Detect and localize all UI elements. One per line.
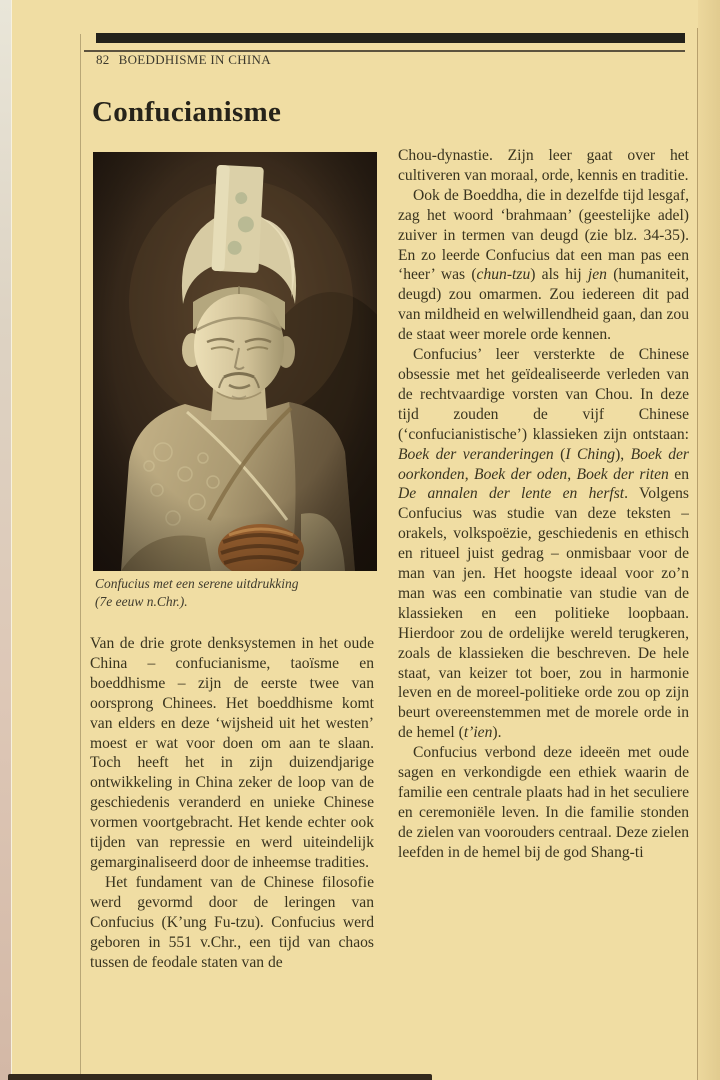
header-black-bar [96,33,685,43]
italic-text-run: Boek der oden [474,465,568,483]
statue-photo [93,152,377,571]
text-run: . Volgens Confucius was studie van deze teksten – orakels, volkspoëzie, geschiedenis en ethisch en ritueel juist gedrag – onmisbaar voor de man van jen. Het hoogste ideaal voor zo’n man was een combinatie van studie van de klassieken en een politieke loopbaan. Hierdoor zou de ordelijke wereld terugkeren, zoals de klassieken die beschreven. De hele staat, van keizer tot boer, zou in harmonie leven en de moreel-politieke orde zou op zijn beurt overeenstemmen met de morele orde in de hemel ( [398,485,689,742]
italic-text-run: jen [587,266,607,284]
page-crease-right [697,28,698,1080]
italic-text-run: Boek der riten [576,465,669,483]
statue-illustration [93,152,377,571]
text-run: (humaniteit, deugd) zou omarmen. Zou iedereen dit pad van mildheid en welwillendheid gaan, dan zou de staat weer morele orde kennen. [398,266,689,344]
paragraph [398,146,689,186]
text-run: , [464,465,475,483]
italic-text-run: Boek der veranderingen [398,445,554,463]
text-run: ). [492,724,502,742]
text-run: Confucius verbond deze ideeën met oude sagen en verkondigde een ethiek waarin de familie een centrale plaats had in het seculiere en ceremoniële leven. In die familie stonden de zielen van voorouders centraal. Deze zielen leefden in de hemel bij de god Shang-ti [398,744,689,861]
italic-text-run: t’ien [463,724,493,742]
page-crease-left [80,34,81,1080]
italic-text-run: De annalen der lente en herfst [398,485,625,503]
page-title: Confucianisme [92,96,282,129]
text-run: Ook de Boeddha, die in dezelfde tijd lesgaf, zag het woord ‘brahmaan’ (geestelijke adel) zuiver in termen van deugd (zie blz. 34-35). En zo leerde Confucius dat een man pas een ‘heer’ was ( [398,186,689,284]
text-column-left [90,634,374,1008]
text-column-right [398,146,689,1014]
text-run: , [567,465,577,483]
paragraph [90,873,374,973]
figure-caption [95,575,365,610]
figure-caption-line1: Confucius met een serene uitdrukking [95,576,299,591]
page-number: 82 [96,52,110,67]
page-left-edge [0,0,12,1080]
paragraph [398,743,689,862]
paragraph [398,186,689,345]
paragraph [398,345,689,743]
text-run: en [668,465,689,483]
running-head [96,52,271,67]
page-bottom-edge [8,1074,432,1080]
paragraph [90,634,374,873]
italic-text-run: Boek der oorkonden [398,445,689,483]
text-run: Confucius’ leer versterkte de Chinese obsessie met het geïdealiseerde verleden van de rechtvaardige vorsten van Chou. In deze tijd zouden de vijf Chinese (‘confucianistische’) klassieken zijn ontstaan: [398,346,689,443]
italic-text-run: I Ching [565,445,616,463]
section-title: BOEDDHISME IN CHINA [118,52,271,67]
text-run: Chou-dynastie. Zijn leer gaat over het cultiveren van moraal, orde, kennis en traditie. [398,147,689,184]
text-run: ) als hij [530,266,588,284]
figure-caption-line2: (7e eeuw n.Chr.). [95,593,188,609]
text-run: ( [553,445,566,463]
text-run: Het fundament van de Chinese filosofie werd gevormd door de leringen van Confucius (K’ung Fu-tzu). Confucius werd geboren in 551 v.Chr., een tijd van chaos tussen de feodale staten van de [90,873,374,971]
text-run: Van de drie grote denksystemen in het oude China – confucianisme, taoïsme en boeddhisme – zijn de eerste twee van oorsprong Chinees. Het boeddhisme komt van elders en deze ‘wijsheid uit het westen’ moest er wat voor doen om aan te slaan. Toch heeft het in zijn duizendjarige ontwikkeling in China zeker de loop van de geschiedenis veranderd en unieke Chinese vormen voortgebracht. Het kende echter ook tijden van repressie en werd uiteindelijk gemarginaliseerd door de inheemse tradities. [90,635,374,871]
text-run: ), [615,445,631,463]
page-right-edge [698,0,720,1080]
italic-text-run: chun-tzu [476,266,531,284]
